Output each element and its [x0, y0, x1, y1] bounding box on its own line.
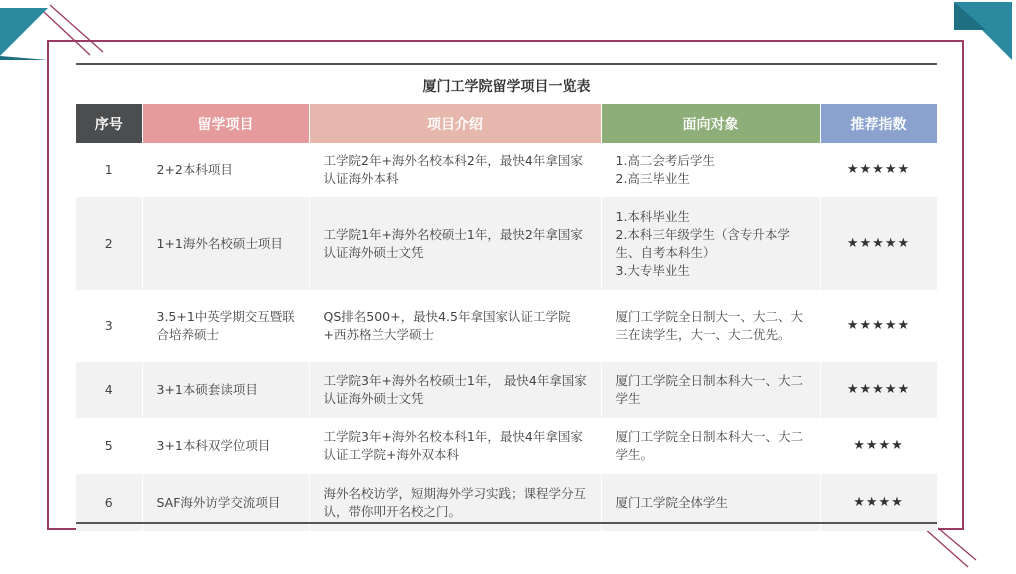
row-project: 3+1本硕套读项目 — [142, 362, 309, 418]
row-intro: 工学院3年+海外名校硕士1年， 最快4年拿国家认证海外硕士文凭 — [309, 362, 601, 418]
row-project: 3.5+1中英学期交互暨联合培养硕士 — [142, 290, 309, 362]
table-row — [76, 362, 937, 418]
row-rating-stars: ★★★★★ — [820, 197, 937, 290]
row-seq: 6 — [76, 474, 142, 531]
target-line: 2.高三毕业生 — [615, 171, 690, 186]
header-rating: 推荐指数 — [820, 104, 937, 143]
table-row — [76, 197, 937, 290]
target-line: 2.本科三年级学生（含专升本学生、自考本科生） — [615, 226, 790, 260]
row-seq: 5 — [76, 418, 142, 474]
row-target — [601, 418, 820, 474]
target-line: 厦门工学院全日制大一、大二、大三在读学生，大一、大二优先。 — [615, 309, 804, 342]
row-intro: 工学院1年+海外名校硕士1年，最快2年拿国家认证海外硕士文凭 — [309, 197, 601, 290]
row-seq: 1 — [76, 143, 142, 197]
row-rating-stars: ★★★★ — [820, 418, 937, 474]
table-row — [76, 418, 937, 474]
row-intro: QS排名500+，最快4.5年拿国家认证工学院+西苏格兰大学硕士 — [309, 290, 601, 362]
row-target — [601, 362, 820, 418]
row-project: SAF海外访学交流项目 — [142, 474, 309, 531]
row-project: 1+1海外名校硕士项目 — [142, 197, 309, 290]
row-target — [601, 143, 820, 197]
row-project: 2+2本科项目 — [142, 143, 309, 197]
row-rating-stars: ★★★★ — [820, 474, 937, 531]
target-line: 1.本科毕业生 — [615, 208, 690, 224]
table-title: 厦门工学院留学项目一览表 — [422, 79, 591, 95]
row-project: 3+1本科双学位项目 — [142, 418, 309, 474]
table-row — [76, 290, 937, 362]
row-rating-stars: ★★★★★ — [820, 362, 937, 418]
target-line: 厦门工学院全日制本科大一、大二学生 — [615, 373, 804, 406]
table-row — [76, 143, 937, 197]
table-bottom-rule — [76, 522, 937, 524]
row-rating-stars: ★★★★★ — [820, 290, 937, 362]
header-intro: 项目介绍 — [309, 104, 601, 143]
row-seq: 4 — [76, 362, 142, 418]
title-top-rule — [76, 63, 937, 65]
target-line: 3.大专毕业生 — [615, 262, 690, 278]
study-abroad-table — [76, 104, 938, 531]
header-project: 留学项目 — [142, 104, 309, 143]
target-line: 1.高二会考后学生 — [615, 153, 715, 168]
target-line: 厦门工学院全体学生 — [615, 494, 729, 510]
row-intro: 工学院2年+海外名校本科2年，最快4年拿国家认证海外本科 — [309, 143, 601, 197]
row-target — [601, 197, 820, 290]
header-target: 面向对象 — [601, 104, 820, 143]
row-target — [601, 290, 820, 362]
row-seq: 3 — [76, 290, 142, 362]
target-line: 厦门工学院全日制本科大一、大二学生。 — [615, 429, 804, 462]
header-seq: 序号 — [76, 104, 142, 143]
table-header-row — [76, 104, 937, 143]
row-intro: 海外名校访学，短期海外学习实践；课程学分互认，带你叩开名校之门。 — [309, 474, 601, 531]
row-intro: 工学院3年+海外名校本科1年，最快4年拿国家认证工学院+海外双本科 — [309, 418, 601, 474]
row-seq: 2 — [76, 197, 142, 290]
row-rating-stars: ★★★★★ — [820, 143, 937, 197]
